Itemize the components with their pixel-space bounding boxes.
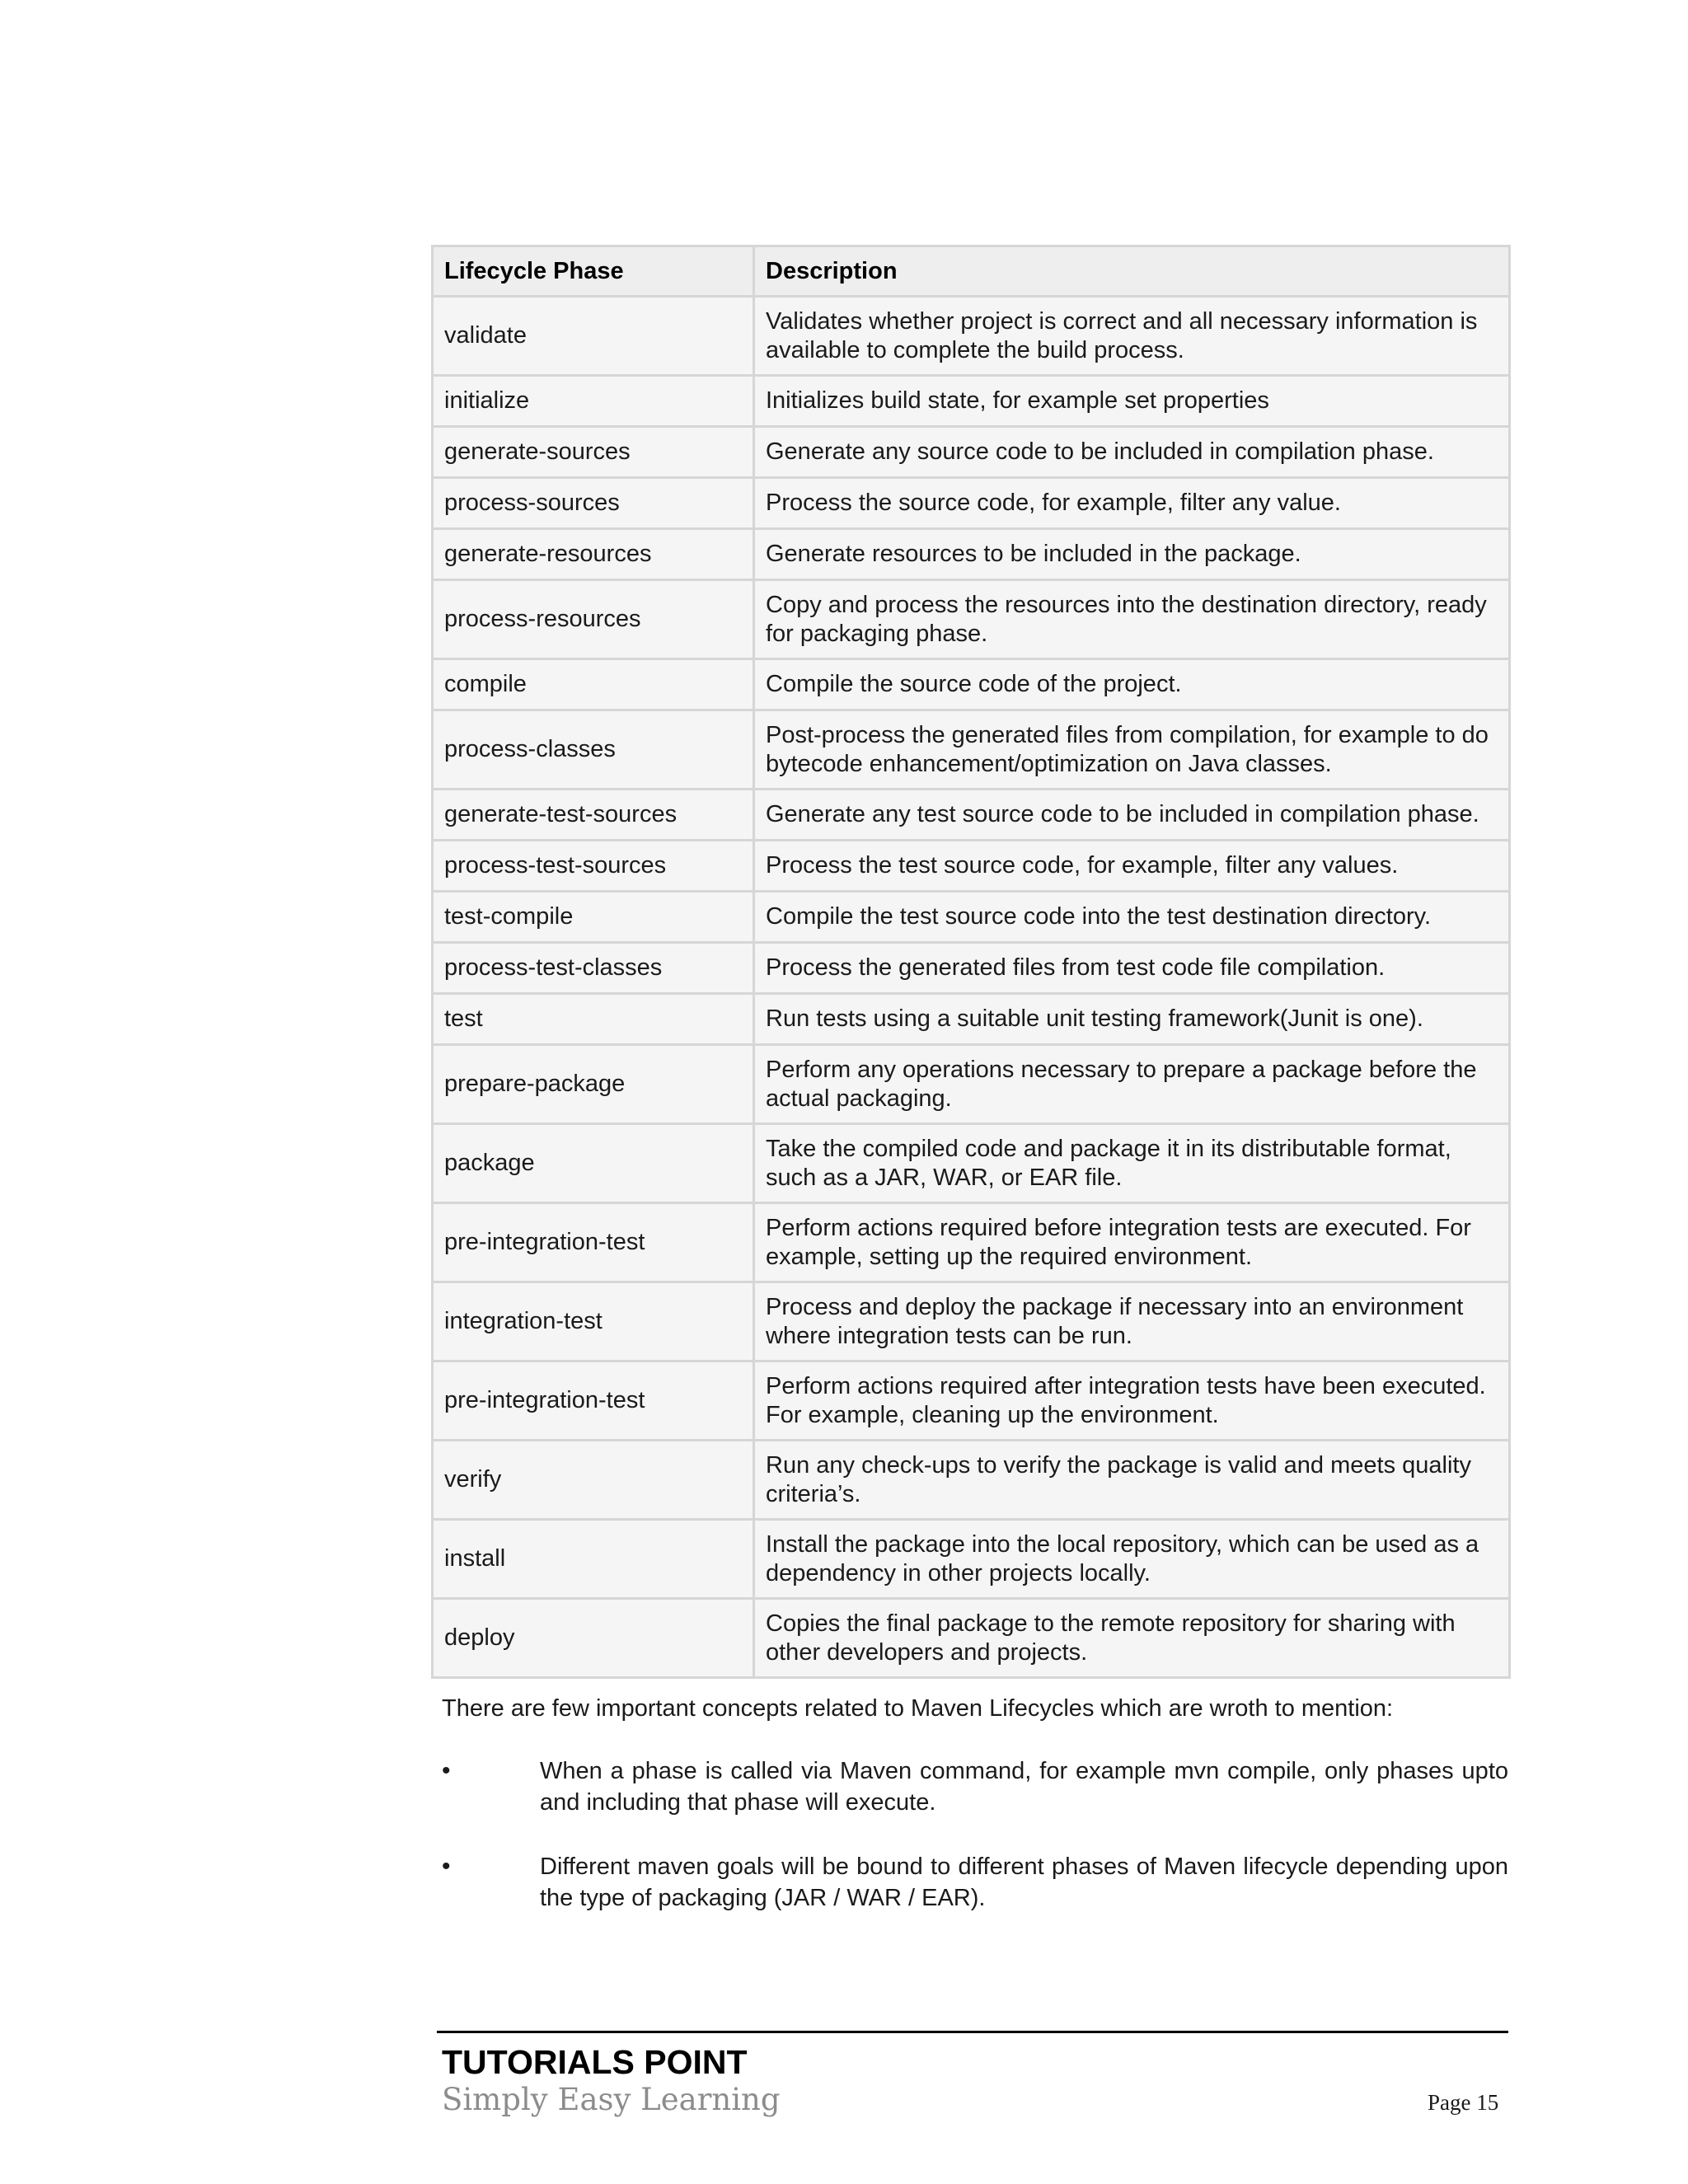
phase-cell: compile (433, 659, 754, 710)
phase-cell: verify (433, 1441, 754, 1520)
footer-brand: TUTORIALS POINT (442, 2043, 748, 2081)
phase-cell: test (433, 994, 754, 1045)
phase-cell: integration-test (433, 1282, 754, 1361)
bullet-text: When a phase is called via Maven command, for example mvn compile, only phases upto and including that phase will execute. (540, 1758, 1508, 1816)
list-item (442, 1755, 1508, 1818)
description-cell: Generate resources to be included in the package. (754, 529, 1510, 580)
table-header-row (433, 246, 1510, 297)
table-row (433, 297, 1510, 376)
table-row (433, 427, 1510, 478)
phase-cell: process-test-sources (433, 841, 754, 892)
phase-cell: pre-integration-test (433, 1361, 754, 1441)
phase-cell: package (433, 1124, 754, 1203)
lifecycle-phase-table (431, 245, 1511, 1679)
phase-cell: process-classes (433, 710, 754, 790)
phase-cell: install (433, 1520, 754, 1599)
description-cell: Initializes build state, for example set properties (754, 376, 1510, 427)
description-cell: Compile the test source code into the test destination directory. (754, 892, 1510, 943)
table-row (433, 529, 1510, 580)
page-number: Page 15 (1428, 2090, 1499, 2115)
table-row (433, 1599, 1510, 1678)
list-item (442, 1851, 1508, 1914)
table-row (433, 1441, 1510, 1520)
table-row (433, 376, 1510, 427)
phase-cell: generate-test-sources (433, 790, 754, 841)
table-row (433, 1124, 1510, 1203)
table-row (433, 790, 1510, 841)
description-cell: Perform any operations necessary to prepare a package before the actual packaging. (754, 1045, 1510, 1124)
description-cell: Process the test source code, for example, filter any values. (754, 841, 1510, 892)
description-cell: Process the source code, for example, filter any value. (754, 478, 1510, 529)
table-row (433, 659, 1510, 710)
description-cell: Take the compiled code and package it in its distributable format, such as a JAR, WAR, or EAR file. (754, 1124, 1510, 1203)
description-cell: Perform actions required after integration tests have been executed. For example, cleaning up the environment. (754, 1361, 1510, 1441)
phase-cell: process-test-classes (433, 943, 754, 994)
description-cell: Generate any test source code to be included in compilation phase. (754, 790, 1510, 841)
table-row (433, 478, 1510, 529)
header-description: Description (754, 246, 1510, 297)
table-row (433, 1361, 1510, 1441)
table-row (433, 892, 1510, 943)
phase-cell: generate-sources (433, 427, 754, 478)
table-row (433, 1520, 1510, 1599)
table-row (433, 1203, 1510, 1282)
table-row (433, 580, 1510, 659)
phase-cell: test-compile (433, 892, 754, 943)
phase-cell: generate-resources (433, 529, 754, 580)
table-row (433, 1282, 1510, 1361)
footer-divider (437, 2031, 1508, 2033)
description-cell: Run any check-ups to verify the package is valid and meets quality criteria’s. (754, 1441, 1510, 1520)
footer-tagline: Simply Easy Learning (442, 2082, 781, 2117)
bullet-text: Different maven goals will be bound to different phases of Maven lifecycle depending upon the type of packaging (JAR / WAR / EAR). (540, 1854, 1508, 1911)
description-cell: Install the package into the local repository, which can be used as a dependency in other projects locally. (754, 1520, 1510, 1599)
phase-cell: process-sources (433, 478, 754, 529)
description-cell: Validates whether project is correct and all necessary information is available to complete the build process. (754, 297, 1510, 376)
description-cell: Run tests using a suitable unit testing framework(Junit is one). (754, 994, 1510, 1045)
header-lifecycle-phase: Lifecycle Phase (433, 246, 754, 297)
concept-bullet-list (442, 1755, 1508, 1947)
description-cell: Perform actions required before integration tests are executed. For example, setting up the required environment. (754, 1203, 1510, 1282)
description-cell: Generate any source code to be included in compilation phase. (754, 427, 1510, 478)
phase-cell: deploy (433, 1599, 754, 1678)
description-cell: Process and deploy the package if necessary into an environment where integration tests can be run. (754, 1282, 1510, 1361)
phase-cell: initialize (433, 376, 754, 427)
description-cell: Process the generated files from test code file compilation. (754, 943, 1510, 994)
table-row (433, 841, 1510, 892)
table-row (433, 943, 1510, 994)
bullet-icon: • (442, 1853, 451, 1880)
phase-cell: prepare-package (433, 1045, 754, 1124)
description-cell: Copy and process the resources into the destination directory, ready for packaging phase. (754, 580, 1510, 659)
description-cell: Copies the final package to the remote repository for sharing with other developers and projects. (754, 1599, 1510, 1678)
bullet-icon: • (442, 1757, 451, 1784)
phase-cell: validate (433, 297, 754, 376)
description-cell: Compile the source code of the project. (754, 659, 1510, 710)
phase-cell: pre-integration-test (433, 1203, 754, 1282)
description-cell: Post-process the generated files from compilation, for example to do bytecode enhancement/optimization on Java classes. (754, 710, 1510, 790)
table-row (433, 994, 1510, 1045)
intro-paragraph: There are few important concepts related to Maven Lifecycles which are wroth to mention: (442, 1695, 1394, 1722)
table-row (433, 710, 1510, 790)
table-row (433, 1045, 1510, 1124)
phase-cell: process-resources (433, 580, 754, 659)
